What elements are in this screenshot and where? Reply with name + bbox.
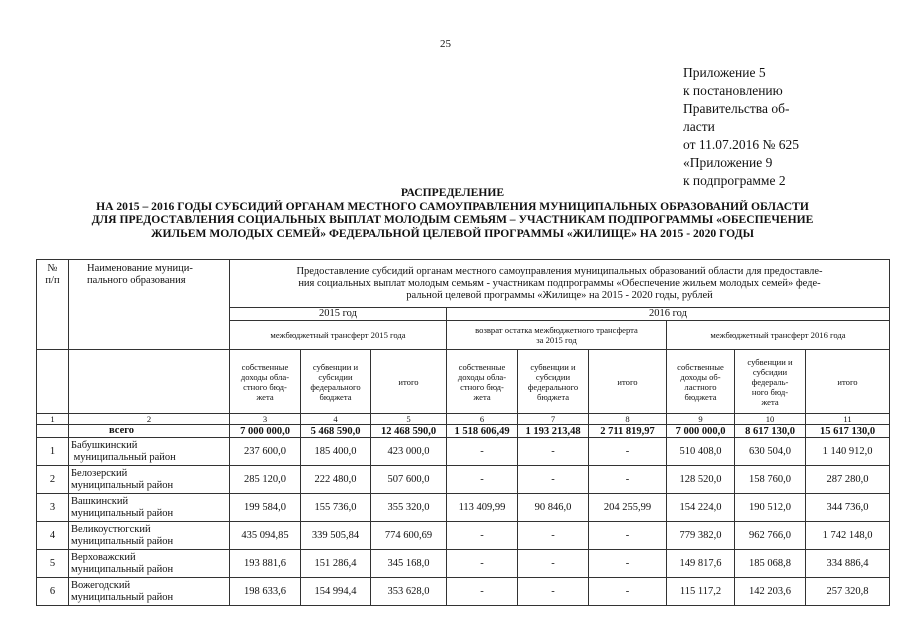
total-value: 1 193 213,48 [518, 425, 589, 438]
heading-line: ЖИЛЬЕМ МОЛОДЫХ СЕМЕЙ» ФЕДЕРАЛЬНОЙ ЦЕЛЕВОЙ ПРОГРАММЫ «ЖИЛИЩЕ» НА 2015 - 2020 ГОДЫ [151, 226, 754, 240]
cell-value: - [589, 438, 667, 466]
col-number: 9 [667, 414, 735, 425]
cell-value: - [518, 578, 589, 606]
table-row [37, 578, 890, 606]
cell-value: 334 886,4 [806, 550, 890, 578]
cell-value: 355 320,0 [371, 494, 447, 522]
heading-line: РАСПРЕДЕЛЕНИЕ [400, 186, 505, 199]
header-col-11: итого [806, 350, 890, 414]
cell-value: 962 766,0 [735, 522, 806, 550]
municipality-name: Вожегодский муниципальный район [69, 578, 230, 606]
table-row [37, 438, 890, 466]
header-name: Наименование муници- пального образования [69, 260, 230, 350]
header-col-8: итого [589, 350, 667, 414]
cell-value: 154 224,0 [667, 494, 735, 522]
header-col-3: собственные доходы обла- стного бюд- жета [230, 350, 301, 414]
cell-value: - [447, 578, 518, 606]
col-number: 2 [69, 414, 230, 425]
municipality-name: Великоустюгский муниципальный район [69, 522, 230, 550]
cell-value: 339 505,84 [301, 522, 371, 550]
total-label: всего [69, 425, 230, 438]
cell-value: - [589, 522, 667, 550]
municipality-name: Бабушкинский муниципальный район [69, 438, 230, 466]
heading-line: ДЛЯ ПРЕДОСТАВЛЕНИЯ СОЦИАЛЬНЫХ ВЫПЛАТ МОЛОДЫМ СЕМЬЯМ – УЧАСТНИКАМ ПОДПРОГРАММЫ «ОБЕСПЕЧЕНИЕ [91, 213, 814, 227]
col-number: 7 [518, 414, 589, 425]
col-number: 5 [371, 414, 447, 425]
cell-value: 1 140 912,0 [806, 438, 890, 466]
col-number: 11 [806, 414, 890, 425]
cell-value: - [447, 438, 518, 466]
header-col-7: субвенции и субсидии федерального бюджета [518, 350, 589, 414]
table-row [37, 494, 890, 522]
table-row [37, 522, 890, 550]
cell-value: 158 760,0 [735, 466, 806, 494]
appendix-line: от 11.07.2016 № 625 [683, 137, 799, 152]
cell-value: 630 504,0 [735, 438, 806, 466]
cell-value: 287 280,0 [806, 466, 890, 494]
row-number: 3 [37, 494, 69, 522]
row-number: 6 [37, 578, 69, 606]
header-main: Предоставление субсидий органам местного самоуправления муниципальных образований области для предоставле- ния социальных выплат молодым семьям - участникам подпрограммы «Обеспечение жильем молодых семей» феде- ральной целевой программы «Жилище» на 2015 - 2020 годы, рублей [230, 260, 890, 308]
header-return-2015: возврат остатка межбюджетного трансферта за 2015 год [447, 321, 667, 350]
cell-value: 185 068,8 [735, 550, 806, 578]
appendix-line: к подпрограмме 2 [683, 173, 786, 188]
col-number: 1 [37, 414, 69, 425]
col-number: 3 [230, 414, 301, 425]
cell-value: 193 881,6 [230, 550, 301, 578]
cell-value: - [447, 522, 518, 550]
appendix-line: Приложение 5 [683, 65, 766, 80]
cell-value: 155 736,0 [301, 494, 371, 522]
total-value: 8 617 130,0 [735, 425, 806, 438]
cell-value: 113 409,99 [447, 494, 518, 522]
header-col-4: субвенции и субсидии федерального бюджета [301, 350, 371, 414]
table-body [37, 438, 890, 606]
cell-value: 344 736,0 [806, 494, 890, 522]
header-year-2016: 2016 год [447, 308, 890, 321]
cell-value: 222 480,0 [301, 466, 371, 494]
cell-value: - [518, 522, 589, 550]
heading-line: НА 2015 – 2016 ГОДЫ СУБСИДИЙ ОРГАНАМ МЕСТНОГО САМОУПРАВЛЕНИЯ МУНИЦИПАЛЬНЫХ ОБРАЗОВАНИЙ ОБЛАСТИ [96, 199, 809, 213]
appendix-line: ласти [683, 119, 715, 134]
cell-value: - [518, 466, 589, 494]
total-value: 5 468 590,0 [301, 425, 371, 438]
cell-value: 779 382,0 [667, 522, 735, 550]
header-col-10: субвенции и субсидии федераль- ного бюд- жета [735, 350, 806, 414]
total-value: 2 711 819,97 [589, 425, 667, 438]
header-transfer-2015: межбюджетный трансферт 2015 года [230, 321, 447, 350]
col-number: 10 [735, 414, 806, 425]
header-col-9: собственные доходы об- ластного бюджета [667, 350, 735, 414]
municipality-name: Вашкинский муниципальный район [69, 494, 230, 522]
total-value: 15 617 130,0 [806, 425, 890, 438]
cell-value: - [589, 466, 667, 494]
row-number: 4 [37, 522, 69, 550]
cell-value: 345 168,0 [371, 550, 447, 578]
total-value: 7 000 000,0 [667, 425, 735, 438]
total-value: 1 518 606,49 [447, 425, 518, 438]
cell-value: 151 286,4 [301, 550, 371, 578]
cell-value: - [518, 438, 589, 466]
cell-value: 185 400,0 [301, 438, 371, 466]
cell-value: - [447, 466, 518, 494]
header-number: № п/п [37, 260, 69, 350]
appendix-line: «Приложение 9 [683, 155, 773, 170]
row-number: 5 [37, 550, 69, 578]
cell-value: 199 584,0 [230, 494, 301, 522]
cell-value: 128 520,0 [667, 466, 735, 494]
cell-value: - [589, 578, 667, 606]
total-value: 12 468 590,0 [371, 425, 447, 438]
col-number: 8 [589, 414, 667, 425]
cell-value: - [518, 550, 589, 578]
cell-value: 510 408,0 [667, 438, 735, 466]
cell-value: 198 633,6 [230, 578, 301, 606]
header-year-2015: 2015 год [230, 308, 447, 321]
cell-value: 154 994,4 [301, 578, 371, 606]
cell-value: 90 846,0 [518, 494, 589, 522]
header-transfer-2016: межбюджетный трансферт 2016 года [667, 321, 890, 350]
appendix-note [683, 64, 799, 190]
total-value: 7 000 000,0 [230, 425, 301, 438]
cell-value: - [447, 550, 518, 578]
cell-value: 774 600,69 [371, 522, 447, 550]
row-number: 2 [37, 466, 69, 494]
cell-value: 149 817,6 [667, 550, 735, 578]
cell-value: 285 120,0 [230, 466, 301, 494]
table-row [37, 466, 890, 494]
header-col-5: итого [371, 350, 447, 414]
total-row [37, 425, 890, 438]
cell-value: 507 600,0 [371, 466, 447, 494]
cell-value: 257 320,8 [806, 578, 890, 606]
header-col-6: собственные доходы обла- стного бюд- жета [447, 350, 518, 414]
col-number: 6 [447, 414, 518, 425]
cell-value: 423 000,0 [371, 438, 447, 466]
municipality-name: Верховажский муниципальный район [69, 550, 230, 578]
cell-value: 115 117,2 [667, 578, 735, 606]
cell-value: 190 512,0 [735, 494, 806, 522]
cell-value: 142 203,6 [735, 578, 806, 606]
appendix-line: Правительства об- [683, 101, 790, 116]
appendix-line: к постановлению [683, 83, 783, 98]
cell-value: - [589, 550, 667, 578]
municipality-name: Белозерский муниципальный район [69, 466, 230, 494]
cell-value: 204 255,99 [589, 494, 667, 522]
cell-value: 435 094,85 [230, 522, 301, 550]
subsidy-table [36, 259, 890, 606]
cell-value: 237 600,0 [230, 438, 301, 466]
column-number-row [37, 414, 890, 425]
page-number: 25 [440, 38, 451, 50]
document-heading [0, 186, 905, 240]
cell-value: 353 628,0 [371, 578, 447, 606]
table-row [37, 550, 890, 578]
cell-value: 1 742 148,0 [806, 522, 890, 550]
row-number: 1 [37, 438, 69, 466]
col-number: 4 [301, 414, 371, 425]
